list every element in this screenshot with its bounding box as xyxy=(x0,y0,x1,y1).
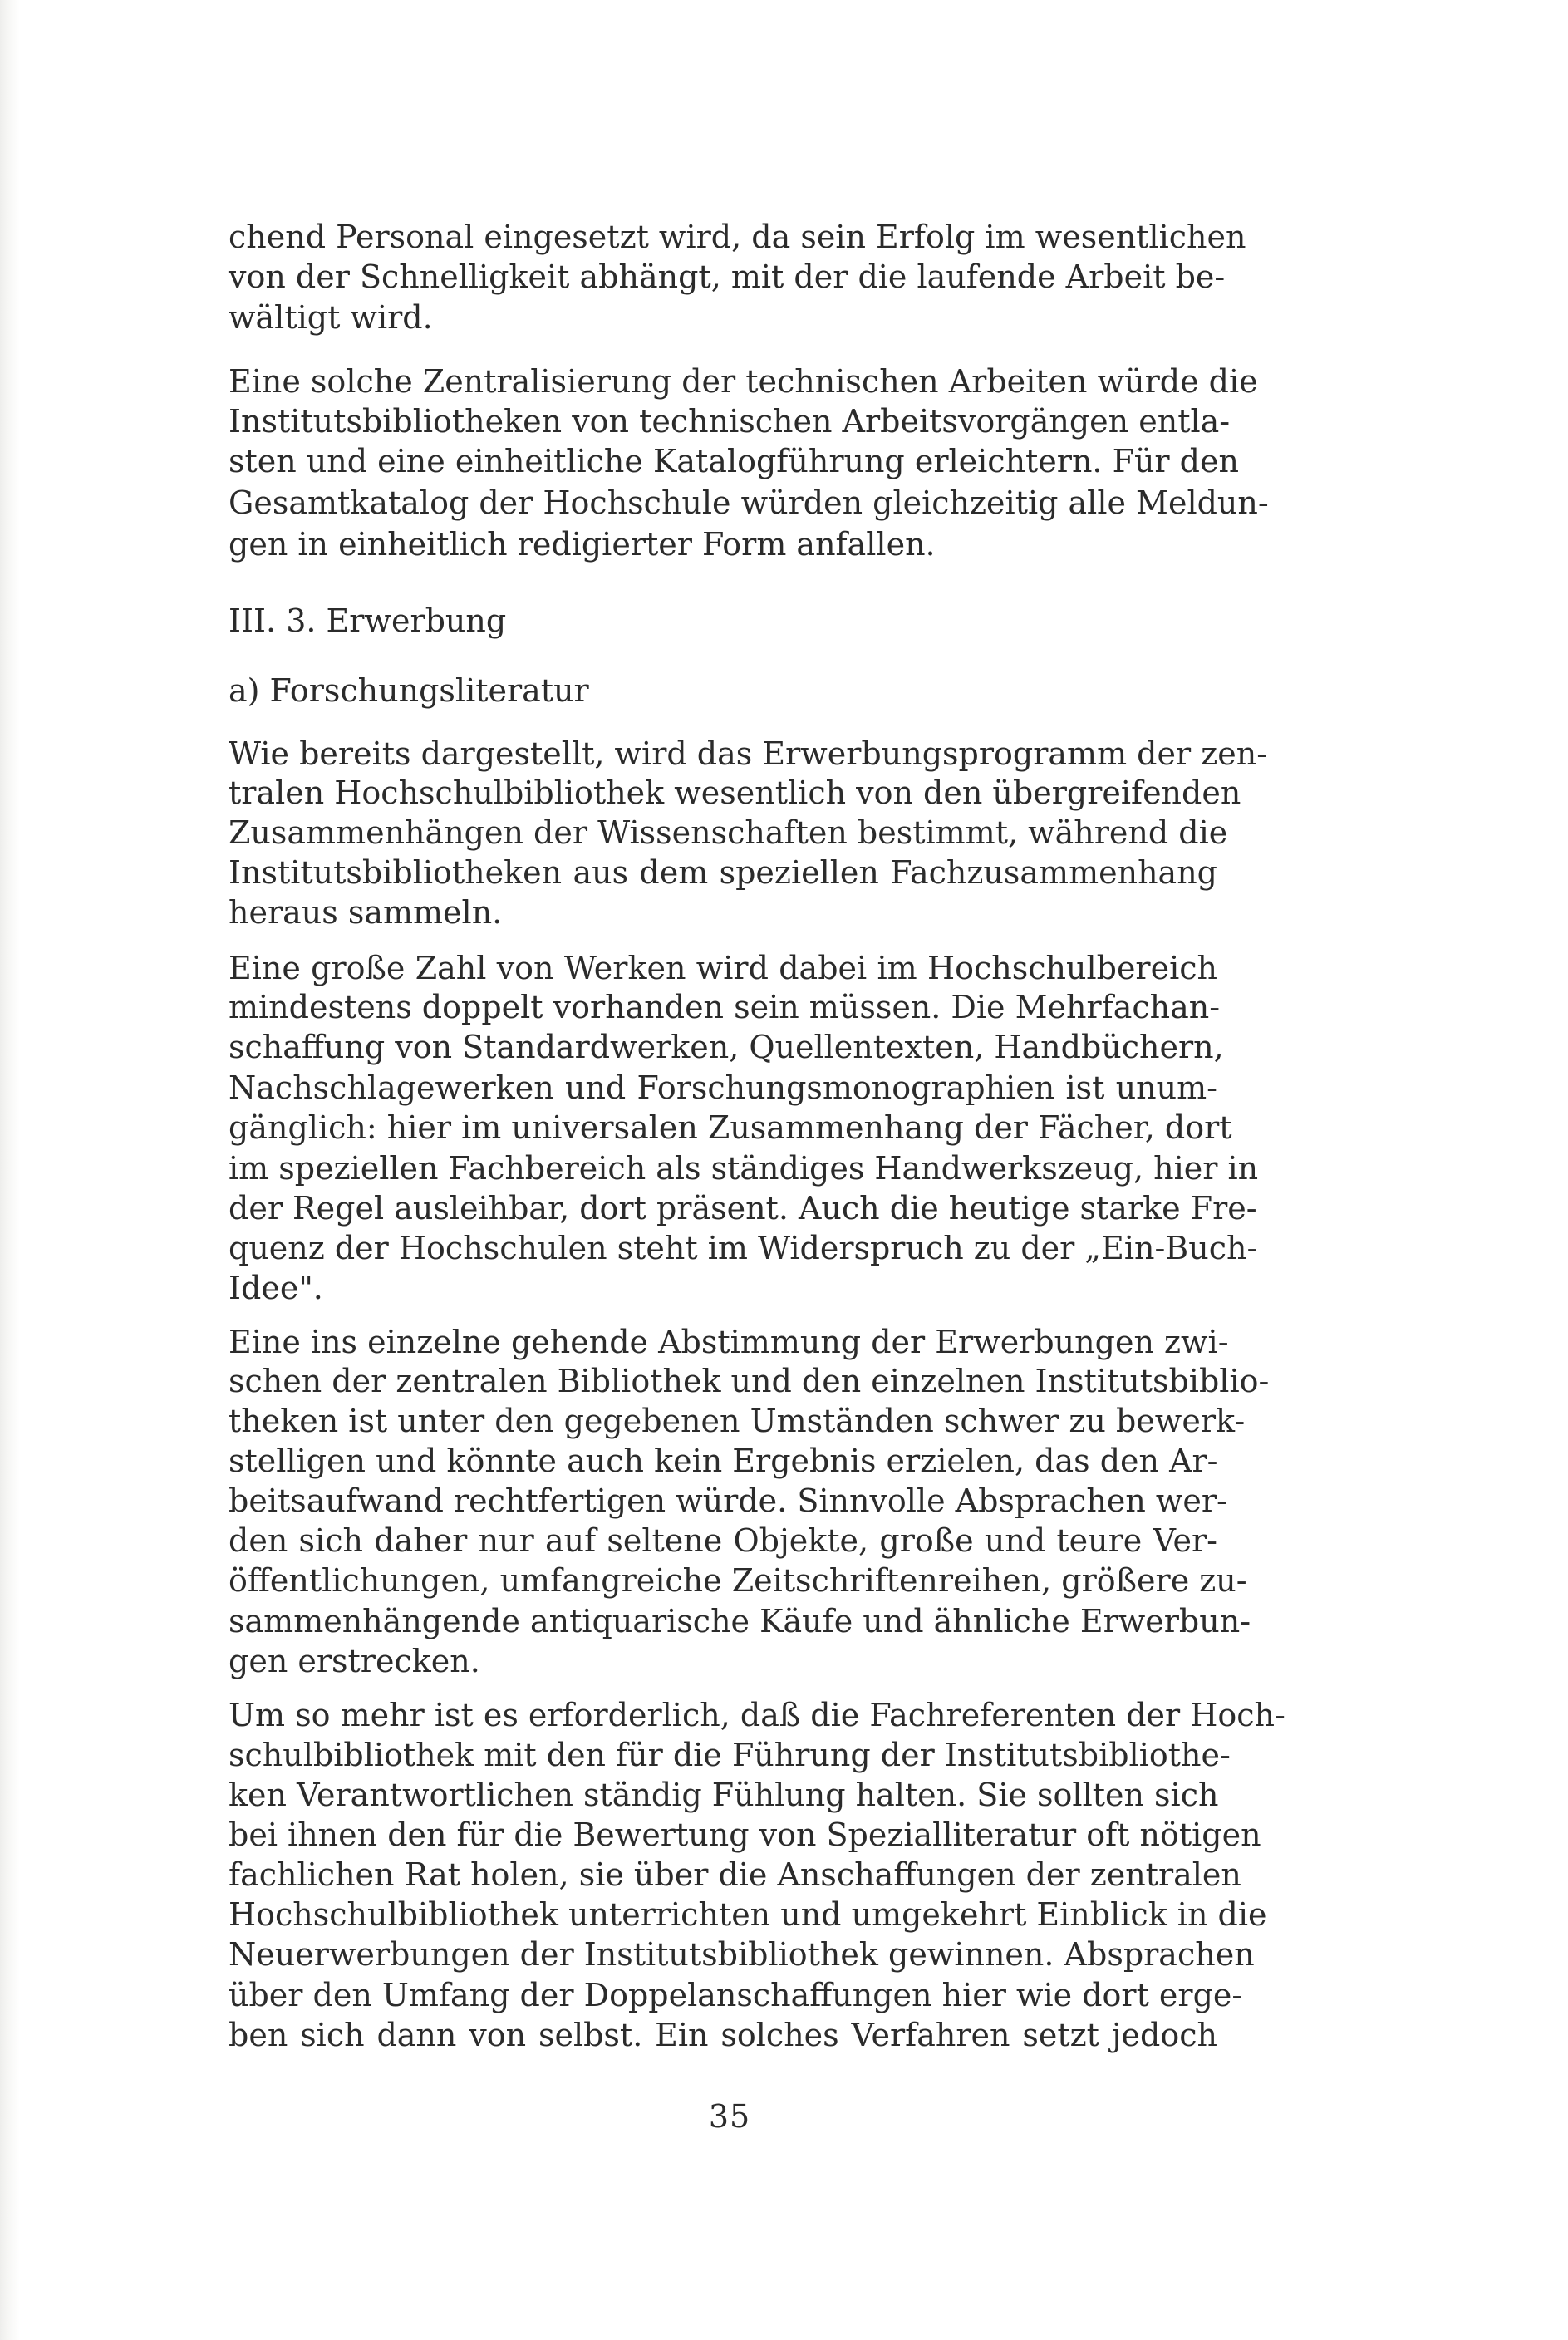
text-line: fachlichen Rat holen, sie über die Anschaffungen der zentralen xyxy=(229,1856,1241,1893)
section-heading: III. 3. Erwerbung xyxy=(229,602,507,639)
text-line: theken ist unter den gegebenen Umständen schwer zu bewerk- xyxy=(229,1403,1246,1439)
text-line: wältigt wird. xyxy=(229,299,433,336)
text-line: öffentlichungen, umfangreiche Zeitschriftenreihen, größere zu- xyxy=(229,1562,1247,1599)
subsection-heading: a) Forschungsliteratur xyxy=(229,672,589,709)
text-line: Institutsbibliotheken aus dem speziellen Fachzusammenhang xyxy=(229,854,1217,891)
text-line: gänglich: hier im universalen Zusammenhang der Fächer, dort xyxy=(229,1109,1232,1146)
text-line: Zusammenhängen der Wissenschaften bestimmt, während die xyxy=(229,814,1228,851)
text-line: heraus sammeln. xyxy=(229,894,503,931)
text-line: sammenhängende antiquarische Käufe und ähnliche Erwerbun- xyxy=(229,1603,1251,1639)
text-line: Institutsbibliotheken von technischen Arbeitsvorgängen entla- xyxy=(229,403,1231,440)
text-line: gen erstrecken. xyxy=(229,1643,480,1679)
text-line: schulbibliothek mit den für die Führung der Institutsbibliothe- xyxy=(229,1737,1231,1773)
text-line: Wie bereits dargestellt, wird das Erwerbungsprogramm der zen- xyxy=(229,735,1268,772)
text-line: tralen Hochschulbibliothek wesentlich von den übergreifenden xyxy=(229,774,1241,811)
text-line: quenz der Hochschulen steht im Widerspruch zu der „Ein-Buch- xyxy=(229,1230,1258,1266)
page-number: 35 xyxy=(708,2098,751,2135)
text-line: von der Schnelligkeit abhängt, mit der die laufende Arbeit be- xyxy=(229,258,1226,295)
text-line: Neuerwerbungen der Institutsbibliothek gewinnen. Absprachen xyxy=(229,1936,1255,1973)
text-line: schaffung von Standardwerken, Quellentexten, Handbüchern, xyxy=(229,1029,1224,1065)
text-line: ken Verantwortlichen ständig Fühlung halten. Sie sollten sich xyxy=(229,1777,1219,1813)
text-line: sten und eine einheitliche Katalogführung erleichtern. Für den xyxy=(229,443,1239,479)
text-line: Um so mehr ist es erforderlich, daß die Fachreferenten der Hoch- xyxy=(229,1697,1285,1733)
text-line: Eine ins einzelne gehende Abstimmung der Erwerbungen zwi- xyxy=(229,1324,1229,1360)
text-line: Eine große Zahl von Werken wird dabei im Hochschulbereich xyxy=(229,950,1217,986)
text-line: stelligen und könnte auch kein Ergebnis erzielen, das den Ar- xyxy=(229,1443,1218,1479)
text-line: über den Umfang der Doppelanschaffungen hier wie dort erge- xyxy=(229,1977,1243,2013)
text-line: den sich daher nur auf seltene Objekte, große und teure Ver- xyxy=(229,1522,1217,1559)
text-line: mindestens doppelt vorhanden sein müssen. Die Mehrfachan- xyxy=(229,989,1221,1025)
text-line: Hochschulbibliothek unterrichten und umgekehrt Einblick in die xyxy=(229,1896,1267,1933)
text-line: Eine solche Zentralisierung der technischen Arbeiten würde die xyxy=(229,363,1258,400)
text-line: ben sich dann von selbst. Ein solches Verfahren setzt jedoch xyxy=(229,2017,1217,2053)
text-line: im speziellen Fachbereich als ständiges Handwerkszeug, hier in xyxy=(229,1150,1259,1187)
text-line: der Regel ausleihbar, dort präsent. Auch die heutige starke Fre- xyxy=(229,1190,1257,1227)
text-line: chend Personal eingesetzt wird, da sein Erfolg im wesentlichen xyxy=(229,219,1246,255)
text-line: gen in einheitlich redigierter Form anfallen. xyxy=(229,526,936,563)
text-line: schen der zentralen Bibliothek und den einzelnen Institutsbiblio- xyxy=(229,1363,1270,1399)
text-line: Nachschlagewerken und Forschungsmonographien ist unum- xyxy=(229,1069,1217,1106)
text-line: bei ihnen den für die Bewertung von Spezialliteratur oft nötigen xyxy=(229,1816,1261,1853)
text-line: Gesamtkatalog der Hochschule würden gleichzeitig alle Meldun- xyxy=(229,484,1269,521)
text-line: beitsaufwand rechtfertigen würde. Sinnvolle Absprachen wer- xyxy=(229,1482,1227,1519)
text-line: Idee". xyxy=(229,1270,323,1306)
